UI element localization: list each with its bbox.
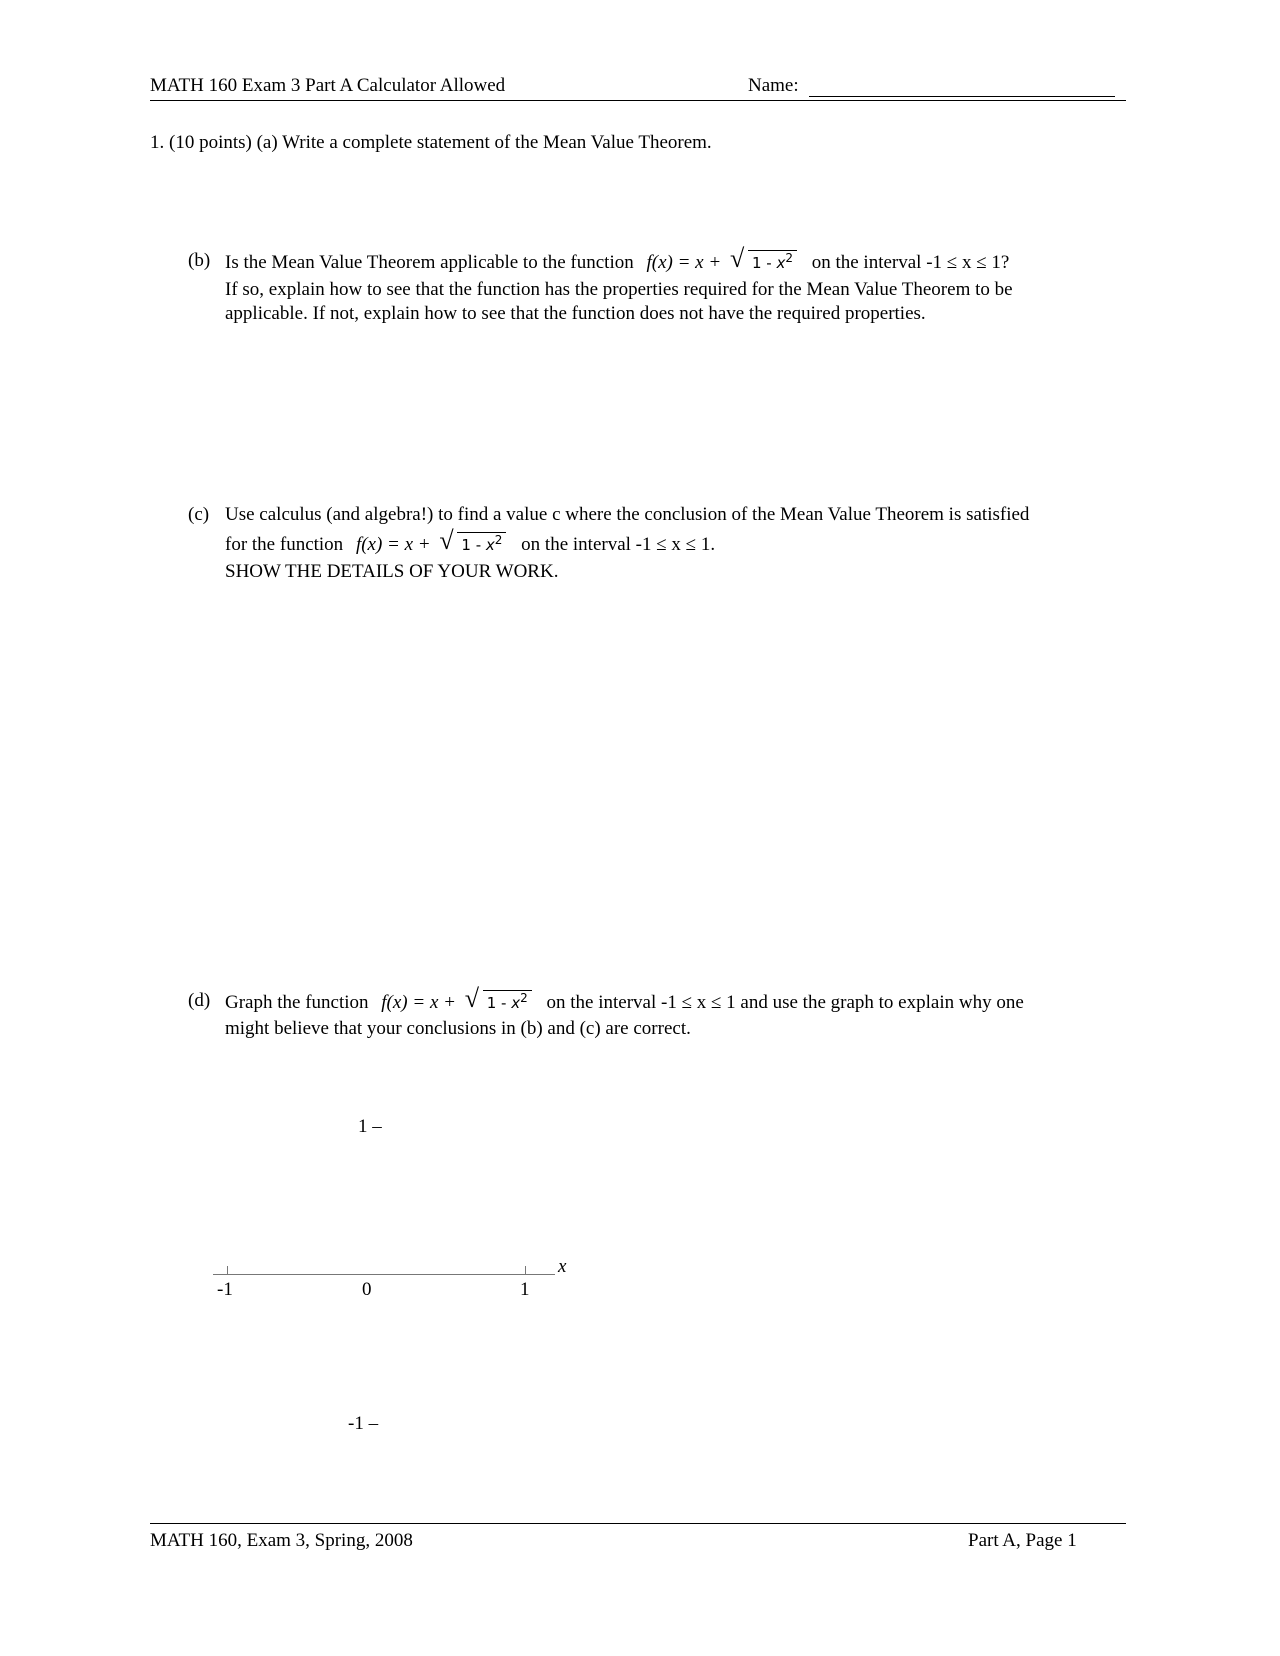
question-1d-line2: might believe that your conclusions in (b) and (c) are correct. <box>225 1018 691 1039</box>
question-1a: 1. (10 points) (a) Write a complete statement of the Mean Value Theorem. <box>150 132 712 153</box>
question-1b-line2: If so, explain how to see that the function has the properties required for the Mean Value Theorem to be <box>225 279 1013 300</box>
question-1b-label: (b) <box>188 250 211 271</box>
name-blank[interactable] <box>809 78 1115 97</box>
y-axis-top-label: 1 – <box>358 1116 382 1137</box>
footer-left: MATH 160, Exam 3, Spring, 2008 <box>150 1530 413 1551</box>
question-1c-line1: Use calculus (and algebra!) to find a value c where the conclusion of the Mean Value Theorem is satisfied <box>225 504 1030 525</box>
question-1b-line1: Is the Mean Value Theorem applicable to the function f(x) = x + √ $1 - x^2$ on the interval -1 ≤ x ≤ 1? <box>225 244 1010 273</box>
sqrt-expression: √ $1 - x^2$ <box>439 532 506 556</box>
x-axis-line <box>213 1274 555 1275</box>
header-rule <box>150 100 1126 101</box>
sqrt-expression: √ $1 - x^2$ <box>465 990 532 1014</box>
exam-title: MATH 160 Exam 3 Part A Calculator Allowed <box>150 75 506 96</box>
x-tick-label-neg1: -1 <box>217 1279 233 1300</box>
question-1d-line1: Graph the function f(x) = x + √ $1 - x^2$ on the interval -1 ≤ x ≤ 1 and use the graph to explain why one <box>225 984 1024 1013</box>
y-axis-bottom-label: -1 – <box>348 1413 379 1434</box>
question-1b-line3: applicable. If not, explain how to see that the function does not have the required properties. <box>225 303 926 324</box>
x-axis-label: x <box>558 1256 567 1277</box>
footer-rule <box>150 1523 1126 1524</box>
question-1c-label: (c) <box>188 504 210 525</box>
question-1c-line3: SHOW THE DETAILS OF YOUR WORK. <box>225 561 559 582</box>
name-label: Name: <box>748 75 799 96</box>
footer-right: Part A, Page 1 <box>968 1530 1077 1551</box>
function-lhs: f(x) = x + <box>646 252 722 273</box>
x-tick-label-1: 1 <box>520 1279 530 1300</box>
x-tick-label-0: 0 <box>362 1279 372 1300</box>
question-1d-label: (d) <box>188 990 211 1011</box>
sqrt-expression: √ $1 - x^2$ <box>730 250 797 274</box>
name-field[interactable] <box>748 75 1115 97</box>
x-tick-1 <box>525 1266 526 1274</box>
x-tick-neg1 <box>227 1266 228 1274</box>
question-1c-line2: for the function f(x) = x + √ $1 - x^2$ on the interval -1 ≤ x ≤ 1. <box>225 526 716 555</box>
